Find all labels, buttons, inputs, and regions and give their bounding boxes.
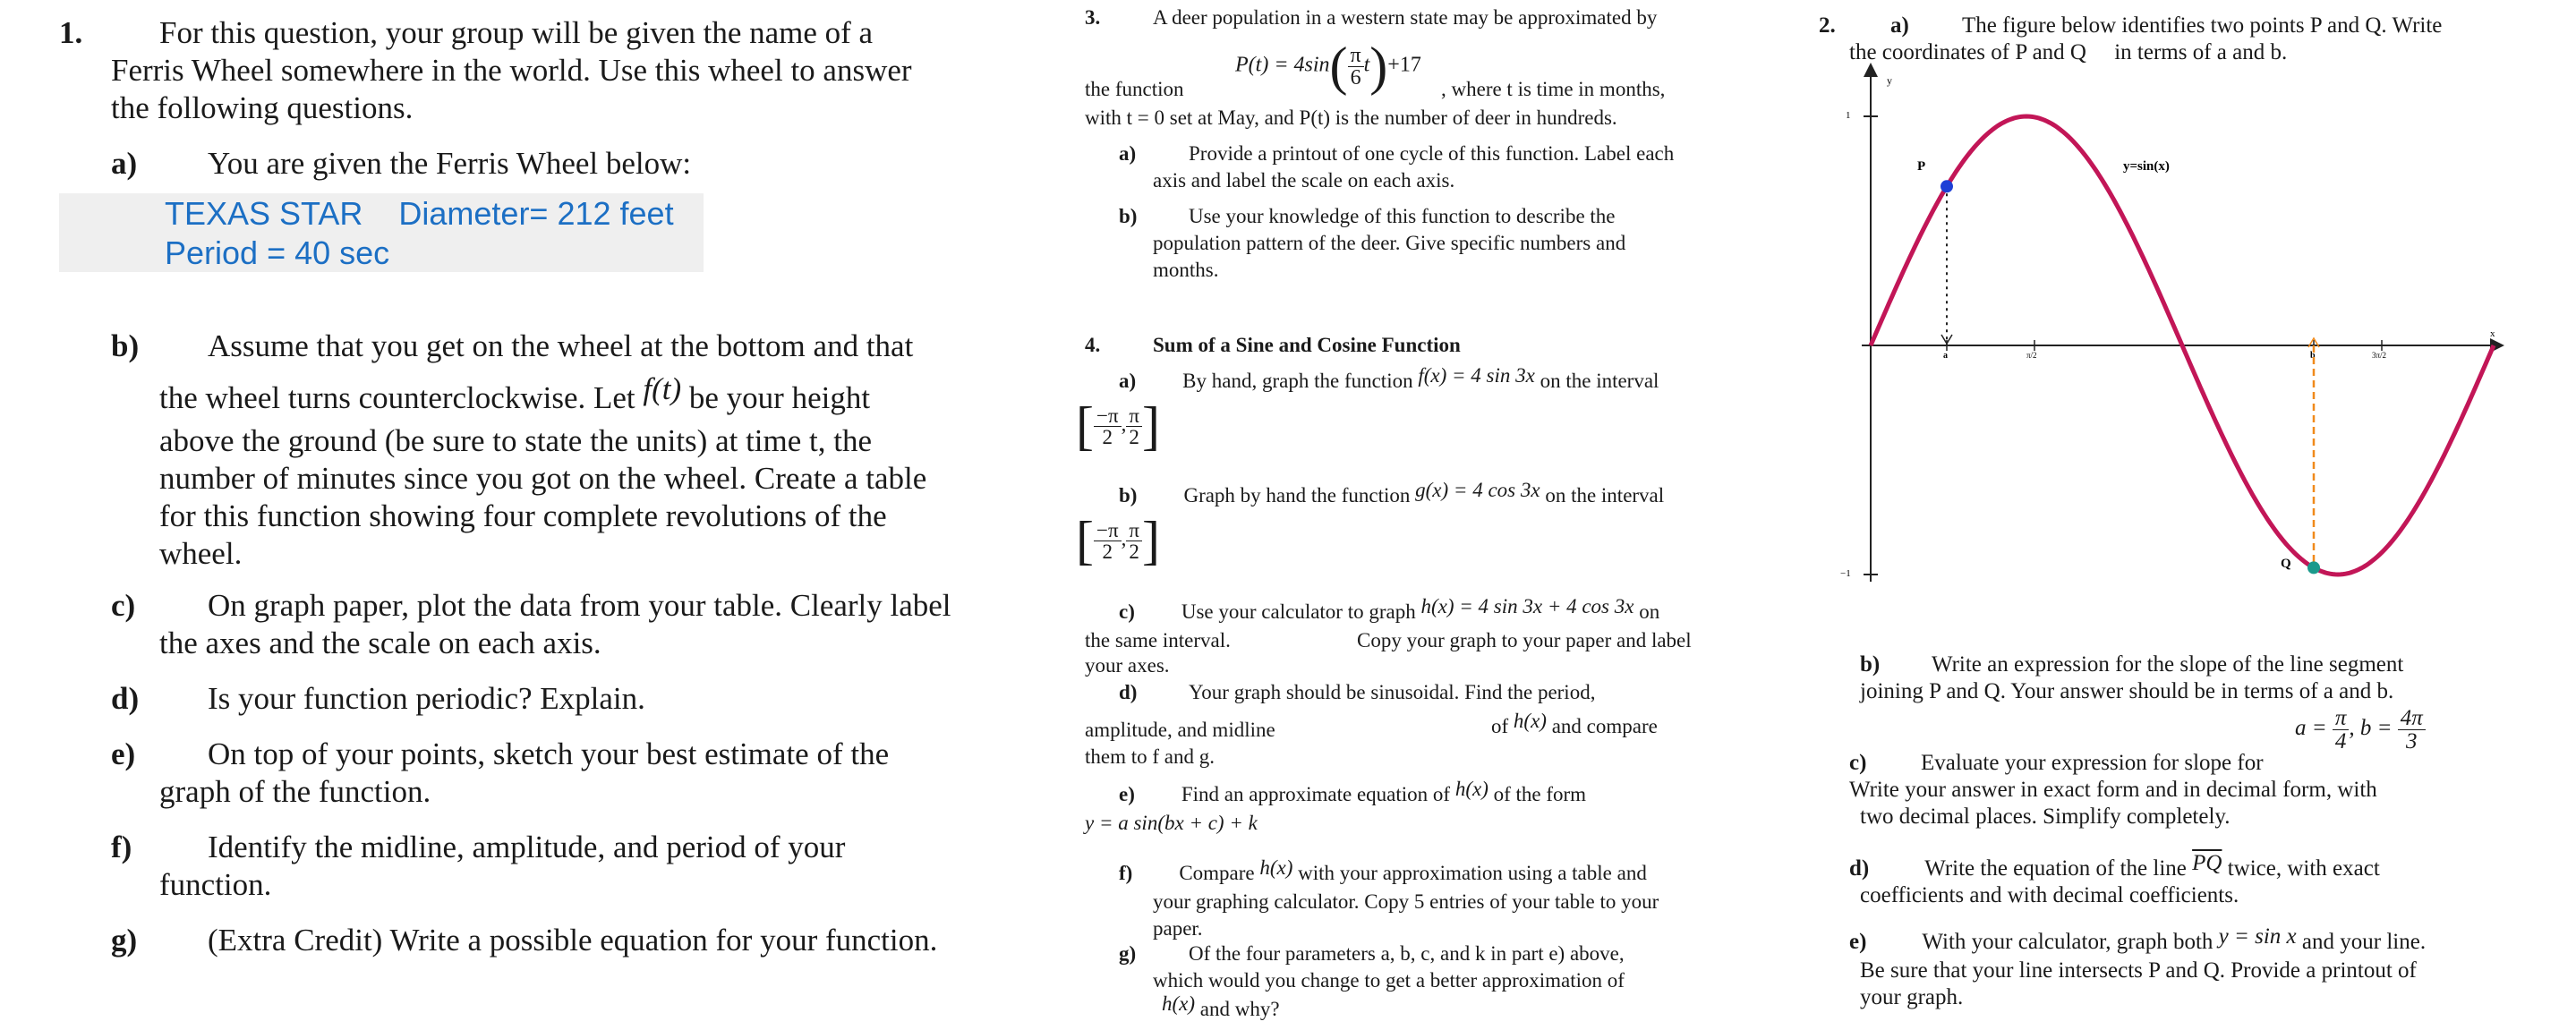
q1c-label: c) [111,588,136,623]
q1a-text: You are given the Ferris Wheel below: [208,146,692,181]
q2a-label: a) [1890,13,1909,38]
q2b-label: b) [1860,652,1881,677]
q1f-line2: function. [159,867,272,902]
x-tick-label-b: b [2310,351,2316,361]
q1d-line1: Is your function periodic? Explain. [208,681,645,716]
q3-line3: with t = 0 set at May, and P(t) is the number of deer in hundreds. [1085,106,1617,129]
q4g-line1: Of the four parameters a, b, c, and k in part e) above, [1189,942,1625,965]
y-tick-label-neg1: −1 [1840,568,1851,579]
q4b-interval: [ $\frac{-\pi}{2}$ , $\frac{\pi}{2}$ ] [1076,511,1160,570]
x-tick-label-a: a [1943,351,1948,361]
q1b-line6: wheel. [159,536,243,571]
q2c-line3: two decimal places. Simplify completely. [1860,804,2231,829]
point-q [2307,561,2320,574]
q2e-line2: Be sure that your line intersects P and Q. Provide a printout of [1860,958,2417,983]
q3a-line2: axis and label the scale on each axis. [1153,169,1455,192]
q4c-line1: c) Use your calculator to graph h(x) = 4 sin 3x + 4 cos 3x on [1119,595,1660,623]
q3-line2b: , where t is time in months, [1441,78,1666,100]
q4-number: 4. [1085,334,1101,356]
q1b-line5: for this function showing four complete revolutions of the [159,498,887,533]
q3-line1: A deer population in a western state may be approximated by [1153,6,1658,29]
f-of-t: f(t) [643,371,682,406]
q2c-values: a = $\frac{\pi}{4}$ , b = $\frac{4\pi}{3}$ [2295,707,2426,753]
q1b-line3: above the ground (be sure to state the units) at time t, the [159,423,873,458]
q2b-line1: Write an expression for the slope of the line segment [1932,652,2404,677]
q2c-line1: Evaluate your expression for slope for [1921,751,2264,775]
q3-line2a: the function [1085,78,1184,100]
q1b-line2: the wheel turns counterclockwise. Let f(t) be your height [159,371,871,415]
q1e-label: e) [111,736,136,771]
q2-number: 2. [1819,13,1836,38]
q4f-line2: your graphing calculator. Copy 5 entries of your table to your [1153,890,1659,913]
q3b-line3: months. [1153,259,1219,281]
q4d-label: d) [1119,681,1138,703]
point-p [1941,180,1953,192]
q4c-line2b: Copy your graph to your paper and label [1357,629,1692,651]
q3-number: 3. [1085,6,1101,29]
q1b-label: b) [111,328,140,363]
x-tick-label-3pi2: 3π/2 [2372,351,2387,360]
q4a-line: a) By hand, graph the function f(x) = 4 sin 3x on the interval [1119,364,1659,392]
q4a-interval: [ $\frac{-\pi}{2}$ , $\frac{\pi}{2}$ ] [1076,396,1160,455]
q1-intro-line3: the following questions. [111,90,414,125]
q4b-line: b) Graph by hand the function g(x) = 4 cos 3x on the interval [1119,479,1665,506]
q1f-label: f) [111,830,132,864]
q4f-line1: f) Compare h(x) with your approximation using a table and [1119,856,1647,884]
q1g-label: g) [111,923,138,958]
q1-intro-line2: Ferris Wheel somewhere in the world. Use this wheel to answer [111,53,912,88]
q1e-line1: On top of your points, sketch your best estimate of the [208,736,890,771]
q4g-line3: h(x) and why? [1162,992,1280,1020]
q1-intro-line1: For this question, your group will be given the name of a [159,15,874,50]
q4c-line2a: the same interval. [1085,629,1231,651]
wheel-period: Period = 40 sec [165,234,390,271]
q4f-line3: paper. [1153,917,1203,940]
q2a-line1: The figure below identifies two points P and Q. Write [1962,13,2443,38]
q4e-form: y = a sin(bx + c) + k [1085,812,1258,834]
y-tick-label-1: 1 [1846,110,1851,121]
q3a-line1: Provide a printout of one cycle of this function. Label each [1189,142,1675,165]
sine-graph [1808,63,2576,609]
q2e-line1: e) With your calculator, graph both y = sin x and your line. [1849,924,2427,954]
q1b-line1: Assume that you get on the wheel at the bottom and that [208,328,914,363]
q2b-line2: joining P and Q. Your answer should be in terms of a and b. [1860,679,2394,703]
curve-label: y=sin(x) [2123,159,2170,174]
q3b-label: b) [1119,205,1138,227]
q2d-line1: d) Write the equation of the line $\overline{PQ}$ twice, with exact [1849,851,2380,881]
q1g-line1: (Extra Credit) Write a possible equation for your function. [208,923,938,958]
q1c-line1: On graph paper, plot the data from your table. Clearly label [208,588,951,623]
q4-title: Sum of a Sine and Cosine Function [1153,334,1461,356]
x-axis-label: x [2490,328,2495,339]
q1f-line1: Identify the midline, amplitude, and period of your [208,830,846,864]
q1e-line2: graph of the function. [159,774,431,809]
y-axis-label: y [1887,74,1892,87]
q2e-line3: your graph. [1860,985,1964,1009]
q2d-line2: coefficients and with decimal coefficients. [1860,883,2239,907]
q4c-line3: your axes. [1085,654,1170,677]
x-tick-label-pi2: π/2 [2026,351,2037,360]
wheel-name-diameter: TEXAS STAR Diameter= 212 feet [165,195,674,232]
point-q-label: Q [2281,557,2291,571]
q3b-line2: population pattern of the deer. Give specific numbers and [1153,232,1626,254]
q4d-line2b: of h(x) and compare [1491,710,1658,737]
q4g-line2: which would you change to get a better approximation of [1153,969,1625,992]
q2c-label: c) [1849,751,1867,775]
q1a-label: a) [111,146,138,181]
q1d-label: d) [111,681,140,716]
deer-equation: P(t) = 4sin( $\frac{\pi}{6}$ t)+17 [1235,37,1421,96]
point-p-label: P [1917,159,1926,174]
q4g-label: g) [1119,942,1137,965]
q4d-line3: them to f and g. [1085,745,1215,768]
q3a-label: a) [1119,142,1137,165]
q4d-line2a: amplitude, and midline [1085,719,1275,741]
q2a-line2: the coordinates of P and Q in terms of a and b. [1849,40,2288,64]
q1-number: 1. [59,15,83,50]
q1b-line4: number of minutes since you got on the wheel. Create a table [159,461,927,496]
q3b-line1: Use your knowledge of this function to describe the [1189,205,1616,227]
q4e-line1: e) Find an approximate equation of h(x) of the form [1119,778,1587,805]
q1c-line2: the axes and the scale on each axis. [159,626,601,660]
q2c-line2: Write your answer in exact form and in decimal form, with [1849,778,2377,802]
q4d-line1: Your graph should be sinusoidal. Find the period, [1189,681,1596,703]
